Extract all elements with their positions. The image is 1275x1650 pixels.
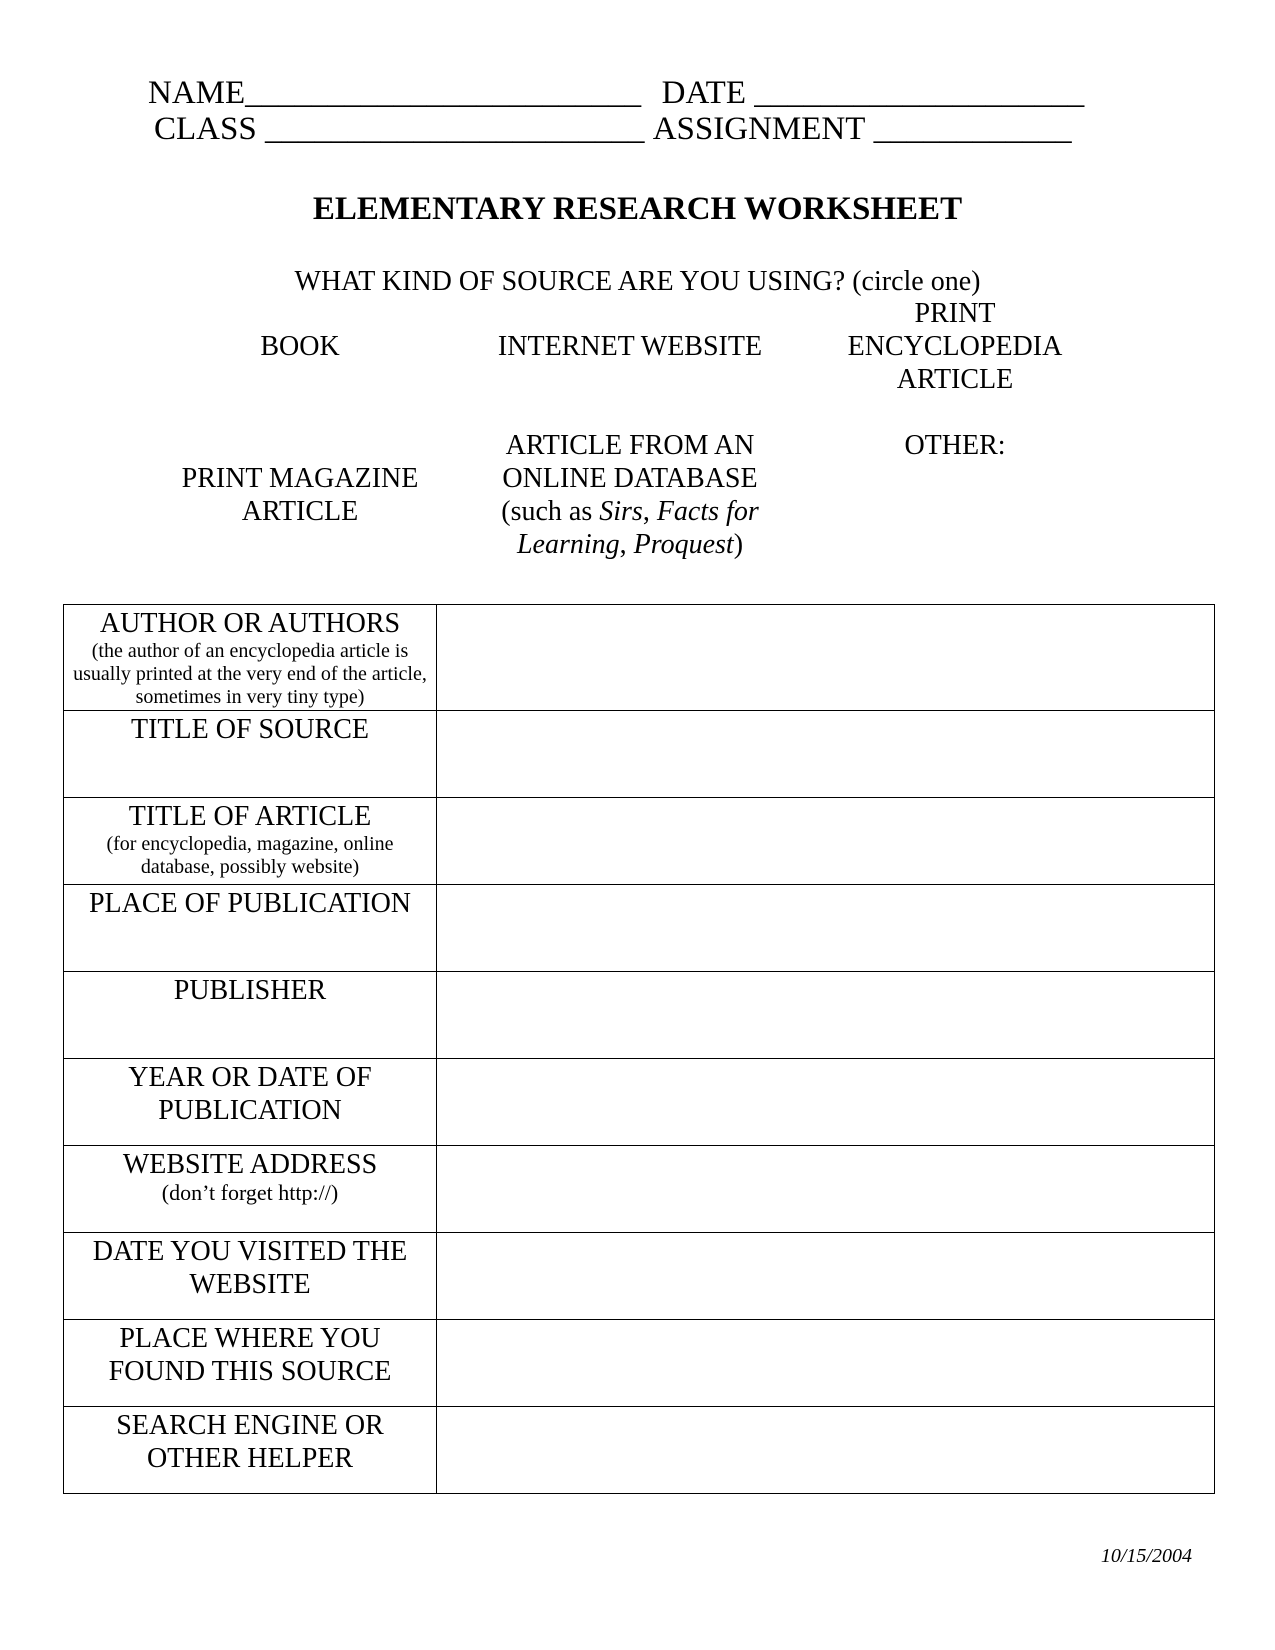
row-label-title-article [64,798,437,885]
option-line [470,528,790,561]
row-hint: (don’t forget http://) [161,1180,339,1205]
name-label: NAME [148,75,246,111]
row-label: YEAR OR DATE OF PUBLICATION [128,1062,372,1126]
option-line: PRINT [914,298,996,329]
table-row [64,798,1215,885]
row-label: WEBSITE ADDRESS [122,1149,378,1180]
learning-title: Learning [516,529,620,560]
option-line: ONLINE DATABASE [502,463,758,494]
publisher-entry[interactable] [437,972,1215,1059]
citation-table [63,604,1215,1494]
page-title: ELEMENTARY RESEARCH WORKSHEET [312,191,963,227]
row-label: DATE YOU VISITED THE WEBSITE [92,1236,408,1300]
assignment-label: ASSIGNMENT [652,111,866,147]
row-label: PLACE OF PUBLICATION [88,888,412,919]
footer-date: 10/15/2004 [1100,1545,1192,1567]
table-row [64,1146,1215,1233]
place-publication-entry[interactable] [437,885,1215,972]
option-other[interactable]: OTHER: [904,430,1006,461]
class-label: CLASS [154,111,257,147]
source-question: WHAT KIND OF SOURCE ARE YOU USING? (circle one) [294,266,981,297]
row-hint: (for encyclopedia, magazine, online database, possibly website) [106,833,394,878]
row-label-author [64,605,437,711]
row-label-date-visited [64,1233,437,1320]
table-row [64,711,1215,798]
class-field[interactable]: _______________________ [264,111,645,147]
option-book[interactable]: BOOK [260,331,340,362]
title-article-entry[interactable] [437,798,1215,885]
text-fragment: ) [733,529,744,560]
table-row [64,1320,1215,1407]
row-label: PUBLISHER [173,975,327,1006]
date-label: DATE [661,75,746,111]
website-address-entry[interactable] [437,1146,1215,1233]
option-online-database[interactable] [470,429,790,561]
year-entry[interactable] [437,1059,1215,1146]
table-row [64,1407,1215,1494]
option-line [470,495,790,528]
row-label-place-found [64,1320,437,1407]
author-entry[interactable] [437,605,1215,711]
assignment-field[interactable]: ____________ [873,111,1072,147]
row-label: SEARCH ENGINE OR OTHER HELPER [116,1410,384,1474]
row-label-search-engine [64,1407,437,1494]
sirs-title: Sirs [599,496,643,527]
row-label: AUTHOR OR AUTHORS [99,608,401,639]
table-row [64,1059,1215,1146]
proquest-title: Proquest [633,529,734,560]
table-row [64,605,1215,711]
row-label-place-publication [64,885,437,972]
table-row [64,1233,1215,1320]
row-hint: (the author of an encyclopedia article is usually printed at the very end of the article, sometimes in very tiny type) [73,640,427,708]
row-label: TITLE OF SOURCE [131,714,369,745]
row-label-publisher [64,972,437,1059]
date-field[interactable]: ____________________ [754,75,1085,111]
row-label-title-source [64,711,437,798]
option-line: ARTICLE [241,496,359,527]
place-found-entry[interactable] [437,1320,1215,1407]
table-row [64,972,1215,1059]
option-line: ARTICLE FROM AN [505,430,755,461]
row-label: TITLE OF ARTICLE [128,801,372,832]
date-visited-entry[interactable] [437,1233,1215,1320]
row-label-year [64,1059,437,1146]
option-print-magazine[interactable] [150,462,450,528]
text-fragment: , [619,529,634,560]
facts-title: Facts for [656,496,759,527]
header-row-2 [154,110,1072,148]
option-line: ENCYCLOPEDIA [847,331,1063,362]
option-internet-website[interactable]: INTERNET WEBSITE [497,331,763,362]
option-print-encyclopedia[interactable] [825,297,1085,396]
text-fragment: , [642,496,657,527]
search-engine-entry[interactable] [437,1407,1215,1494]
row-label: PLACE WHERE YOU FOUND THIS SOURCE [108,1323,392,1387]
option-line: ARTICLE [896,364,1014,395]
title-source-entry[interactable] [437,711,1215,798]
option-line: PRINT MAGAZINE [181,463,419,494]
header-row-1 [148,74,1084,112]
row-label-website-address [64,1146,437,1233]
table-row [64,885,1215,972]
name-field[interactable]: ________________________ [245,75,642,111]
text-fragment: (such as [501,496,600,527]
